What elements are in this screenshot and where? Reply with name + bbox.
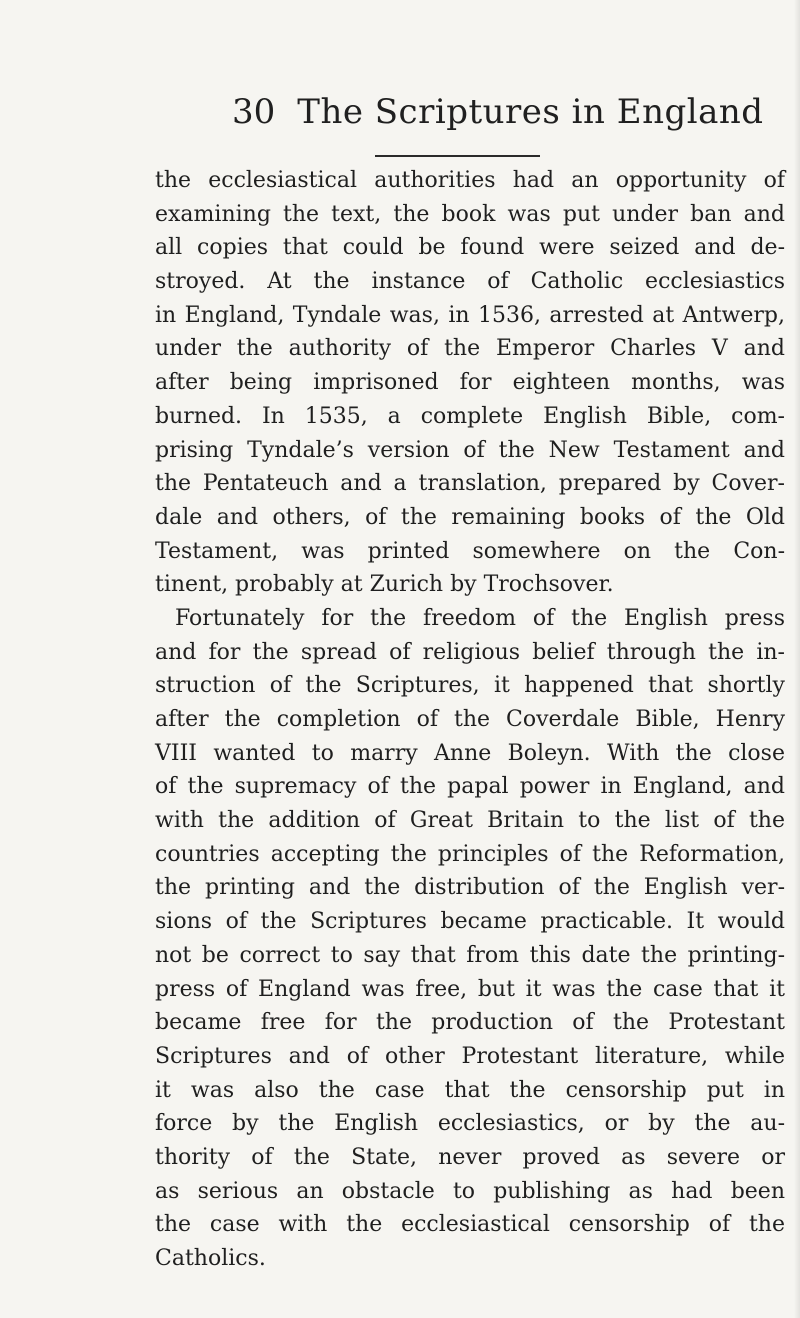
text-line: after the completion of the Coverdale Bible, Henry bbox=[155, 707, 785, 732]
paragraph-end-line: Catholics. bbox=[155, 1246, 266, 1271]
text-line: sions of the Scriptures became practicable. It would bbox=[155, 909, 785, 935]
text-line: Testament, was printed somewhere on the Con- bbox=[155, 538, 785, 564]
text-line: VIII wanted to marry Anne Boleyn. With the close bbox=[155, 740, 785, 766]
text-line: countries accepting the principles of the Reformation, bbox=[155, 841, 785, 867]
text-line: under the authority of the Emperor Charles V and bbox=[155, 336, 785, 362]
text-line: thority of the State, never proved as severe or bbox=[155, 1144, 785, 1170]
text-line: the Pentateuch and a translation, prepared by Cover- bbox=[155, 471, 785, 497]
paragraph-end-line: tinent, probably at Zurich by Trochsover. bbox=[155, 572, 614, 598]
text-line: the ecclesiastical authorities had an opportunity of bbox=[155, 168, 785, 193]
text-line: prising Tyndale’s version of the New Testament and bbox=[155, 437, 785, 463]
running-title: The Scriptures in England bbox=[297, 92, 764, 132]
running-head bbox=[232, 92, 764, 138]
body-text bbox=[155, 164, 785, 1276]
page-number: 30 bbox=[232, 92, 276, 132]
text-line: with the addition of Great Britain to the list of the bbox=[155, 808, 785, 834]
text-line: Scriptures and of other Protestant literature, while bbox=[155, 1043, 785, 1069]
text-line: burned. In 1535, a complete English Bible, com- bbox=[155, 403, 785, 429]
text-line: force by the English ecclesiastics, or by the au- bbox=[155, 1111, 785, 1137]
text-line: all copies that could be found were seized and de- bbox=[155, 235, 785, 261]
text-line: in England, Tyndale was, in 1536, arrested at Antwerp, bbox=[155, 302, 785, 328]
text-line: and for the spread of religious belief through the in- bbox=[155, 639, 785, 665]
text-line: not be correct to say that from this date the printing- bbox=[155, 942, 785, 968]
text-line: struction of the Scriptures, it happened that shortly bbox=[155, 673, 785, 699]
header-rule bbox=[375, 155, 540, 157]
text-line: the printing and the distribution of the English ver- bbox=[155, 875, 785, 901]
text-line: became free for the production of the Protestant bbox=[155, 1010, 785, 1036]
text-line: the case with the ecclesiastical censorship of the bbox=[155, 1212, 785, 1238]
text-line: dale and others, of the remaining books of the Old bbox=[155, 504, 785, 530]
paragraph-start-line: Fortunately for the freedom of the English press bbox=[175, 605, 785, 631]
text-line: after being imprisoned for eighteen months, was bbox=[155, 370, 785, 396]
text-line: as serious an obstacle to publishing as had been bbox=[155, 1178, 785, 1204]
text-line: press of England was free, but it was the case that it bbox=[155, 976, 785, 1002]
text-line: of the supremacy of the papal power in England, and bbox=[155, 774, 785, 800]
text-line: examining the text, the book was put under ban and bbox=[155, 201, 785, 227]
text-line: stroyed. At the instance of Catholic ecclesiastics bbox=[155, 269, 785, 295]
text-line: it was also the case that the censorship put in bbox=[155, 1077, 785, 1103]
page-edge-shadow bbox=[794, 0, 800, 1318]
